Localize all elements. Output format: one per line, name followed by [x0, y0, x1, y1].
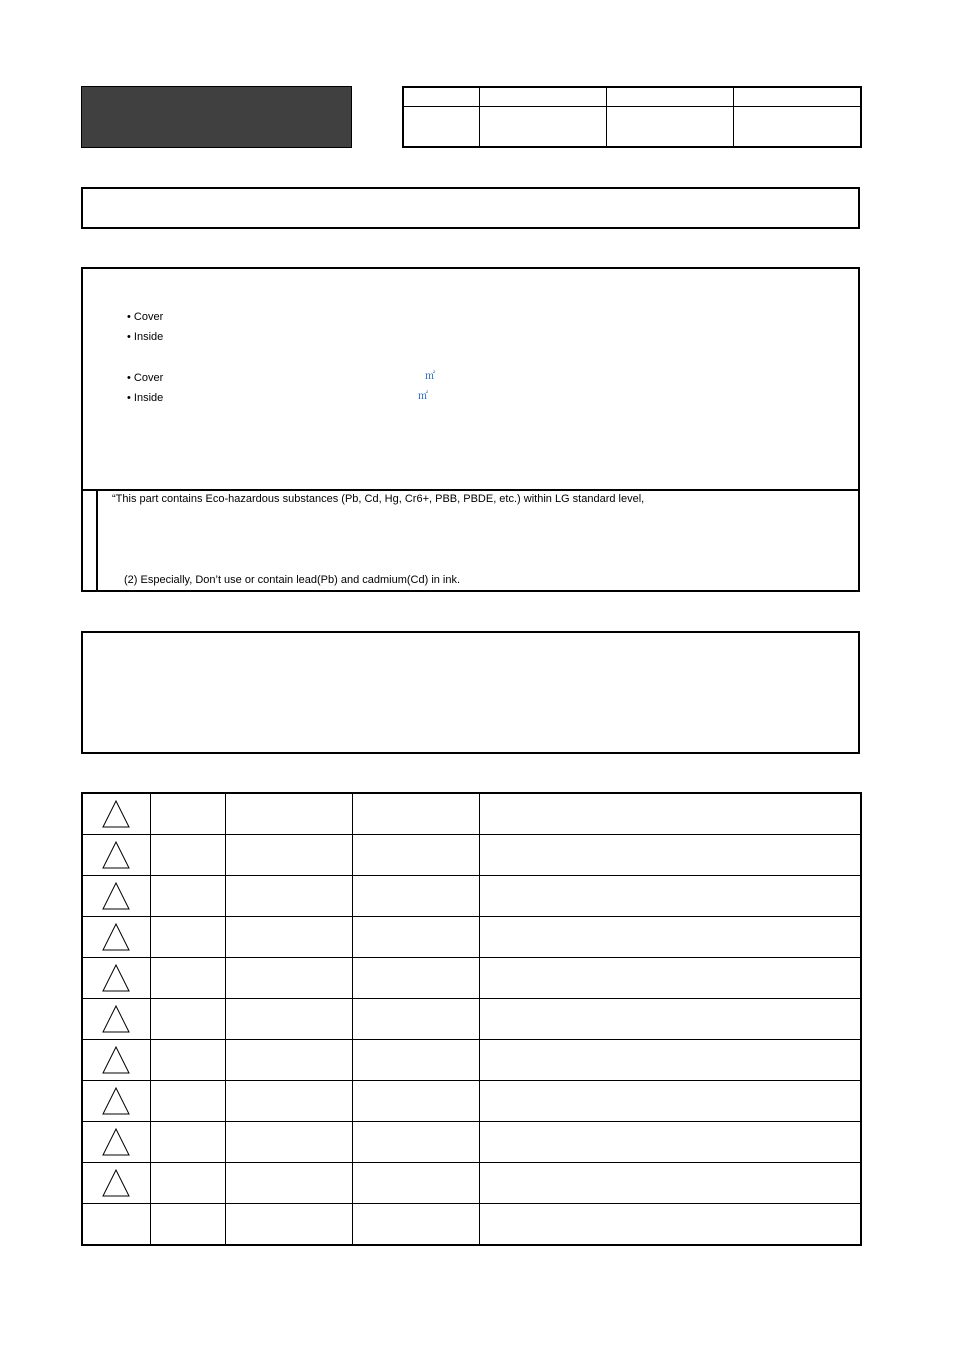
approval-cell [733, 107, 861, 148]
revision-cell [479, 1040, 861, 1081]
revision-triangle-icon [101, 881, 131, 911]
revision-cell [352, 958, 479, 999]
revision-cell [352, 999, 479, 1040]
bullet-inside-1: • Inside [127, 331, 164, 343]
revision-cell [150, 1040, 225, 1081]
specification-box [81, 267, 860, 592]
revision-cell [479, 958, 861, 999]
revision-mark-cell [82, 958, 150, 999]
revision-triangle-icon [101, 1086, 131, 1116]
approval-sign-row [403, 107, 861, 148]
bullet-cover-2: • Cover [127, 372, 164, 384]
revision-cell [225, 1122, 352, 1163]
revision-cell [352, 1040, 479, 1081]
revision-cell [150, 835, 225, 876]
revision-cell [225, 1204, 352, 1246]
revision-triangle-icon [101, 1168, 131, 1198]
approval-table [402, 86, 862, 148]
revision-cell [352, 876, 479, 917]
bullet-inside-2: • Inside [127, 392, 164, 404]
eco-hazard-note-line1: “This part contains Eco-hazardous substances (Pb, Cd, Hg, Cr6+, PBB, PBDE, etc.) within LG standard level, [112, 493, 645, 505]
revision-cell [225, 958, 352, 999]
revision-cell [479, 835, 861, 876]
revision-cell [225, 1081, 352, 1122]
revision-mark-cell [82, 793, 150, 835]
revision-cell [352, 1122, 479, 1163]
revision-cell [225, 917, 352, 958]
approval-header-row [403, 87, 861, 107]
revision-cell [479, 1204, 861, 1246]
revision-cell [150, 793, 225, 835]
revision-cell [225, 793, 352, 835]
approval-cell [403, 107, 479, 148]
header-dark-block [81, 86, 352, 148]
revision-row [82, 1040, 861, 1081]
revision-cell [225, 835, 352, 876]
eco-hazard-note-line2: (2) Especially, Don’t use or contain lead(Pb) and cadmium(Cd) in ink. [124, 574, 461, 586]
approval-cell [403, 87, 479, 107]
revision-mark-cell [82, 1122, 150, 1163]
revision-cell [150, 1081, 225, 1122]
revision-mark-cell [82, 876, 150, 917]
revision-cell [225, 876, 352, 917]
revision-cell [150, 1122, 225, 1163]
revision-cell [479, 999, 861, 1040]
revision-mark-cell [82, 1081, 150, 1122]
revision-triangle-icon [101, 799, 131, 829]
revision-row [82, 876, 861, 917]
approval-cell [479, 107, 606, 148]
revision-cell [352, 835, 479, 876]
title-box [81, 187, 860, 229]
revision-mark-cell [82, 1040, 150, 1081]
bullet-cover-1: • Cover [127, 311, 164, 323]
revision-triangle-icon [101, 1045, 131, 1075]
approval-cell [479, 87, 606, 107]
revision-row [82, 1163, 861, 1204]
revision-cell [150, 876, 225, 917]
revision-mark-cell [82, 835, 150, 876]
revision-mark-cell [82, 1204, 150, 1246]
approval-cell [606, 107, 733, 148]
revision-mark-cell [82, 917, 150, 958]
revision-cell [479, 1163, 861, 1204]
revision-triangle-icon [101, 1127, 131, 1157]
revision-cell [225, 1040, 352, 1081]
revision-row [82, 958, 861, 999]
revision-cell [352, 793, 479, 835]
note-divider [81, 489, 860, 491]
revision-cell [479, 917, 861, 958]
revision-cell [352, 917, 479, 958]
revision-triangle-icon [101, 1004, 131, 1034]
revision-row [82, 999, 861, 1040]
revision-row [82, 1204, 861, 1246]
revision-cell [352, 1081, 479, 1122]
revision-triangle-icon [101, 922, 131, 952]
revision-row [82, 835, 861, 876]
revision-cell [479, 876, 861, 917]
approval-cell [733, 87, 861, 107]
revision-row [82, 1122, 861, 1163]
revision-mark-cell [82, 1163, 150, 1204]
revision-cell [150, 958, 225, 999]
revision-row [82, 917, 861, 958]
revision-mark-cell [82, 999, 150, 1040]
revision-table [81, 792, 862, 1246]
revision-triangle-icon [101, 840, 131, 870]
unit-square-meter-cover: ㎡ [425, 371, 435, 382]
revision-cell [352, 1204, 479, 1246]
revision-cell [479, 793, 861, 835]
revision-row [82, 793, 861, 835]
revision-row [82, 1081, 861, 1122]
revision-cell [150, 1163, 225, 1204]
revision-triangle-icon [101, 963, 131, 993]
revision-cell [352, 1163, 479, 1204]
revision-cell [225, 1163, 352, 1204]
approval-cell [606, 87, 733, 107]
revision-cell [150, 1204, 225, 1246]
unit-square-meter-inside: ㎡ [418, 391, 428, 402]
revision-cell [225, 999, 352, 1040]
revision-cell [150, 999, 225, 1040]
revision-cell [479, 1081, 861, 1122]
remarks-box [81, 631, 860, 754]
note-side-line [96, 490, 98, 591]
revision-cell [150, 917, 225, 958]
revision-cell [479, 1122, 861, 1163]
